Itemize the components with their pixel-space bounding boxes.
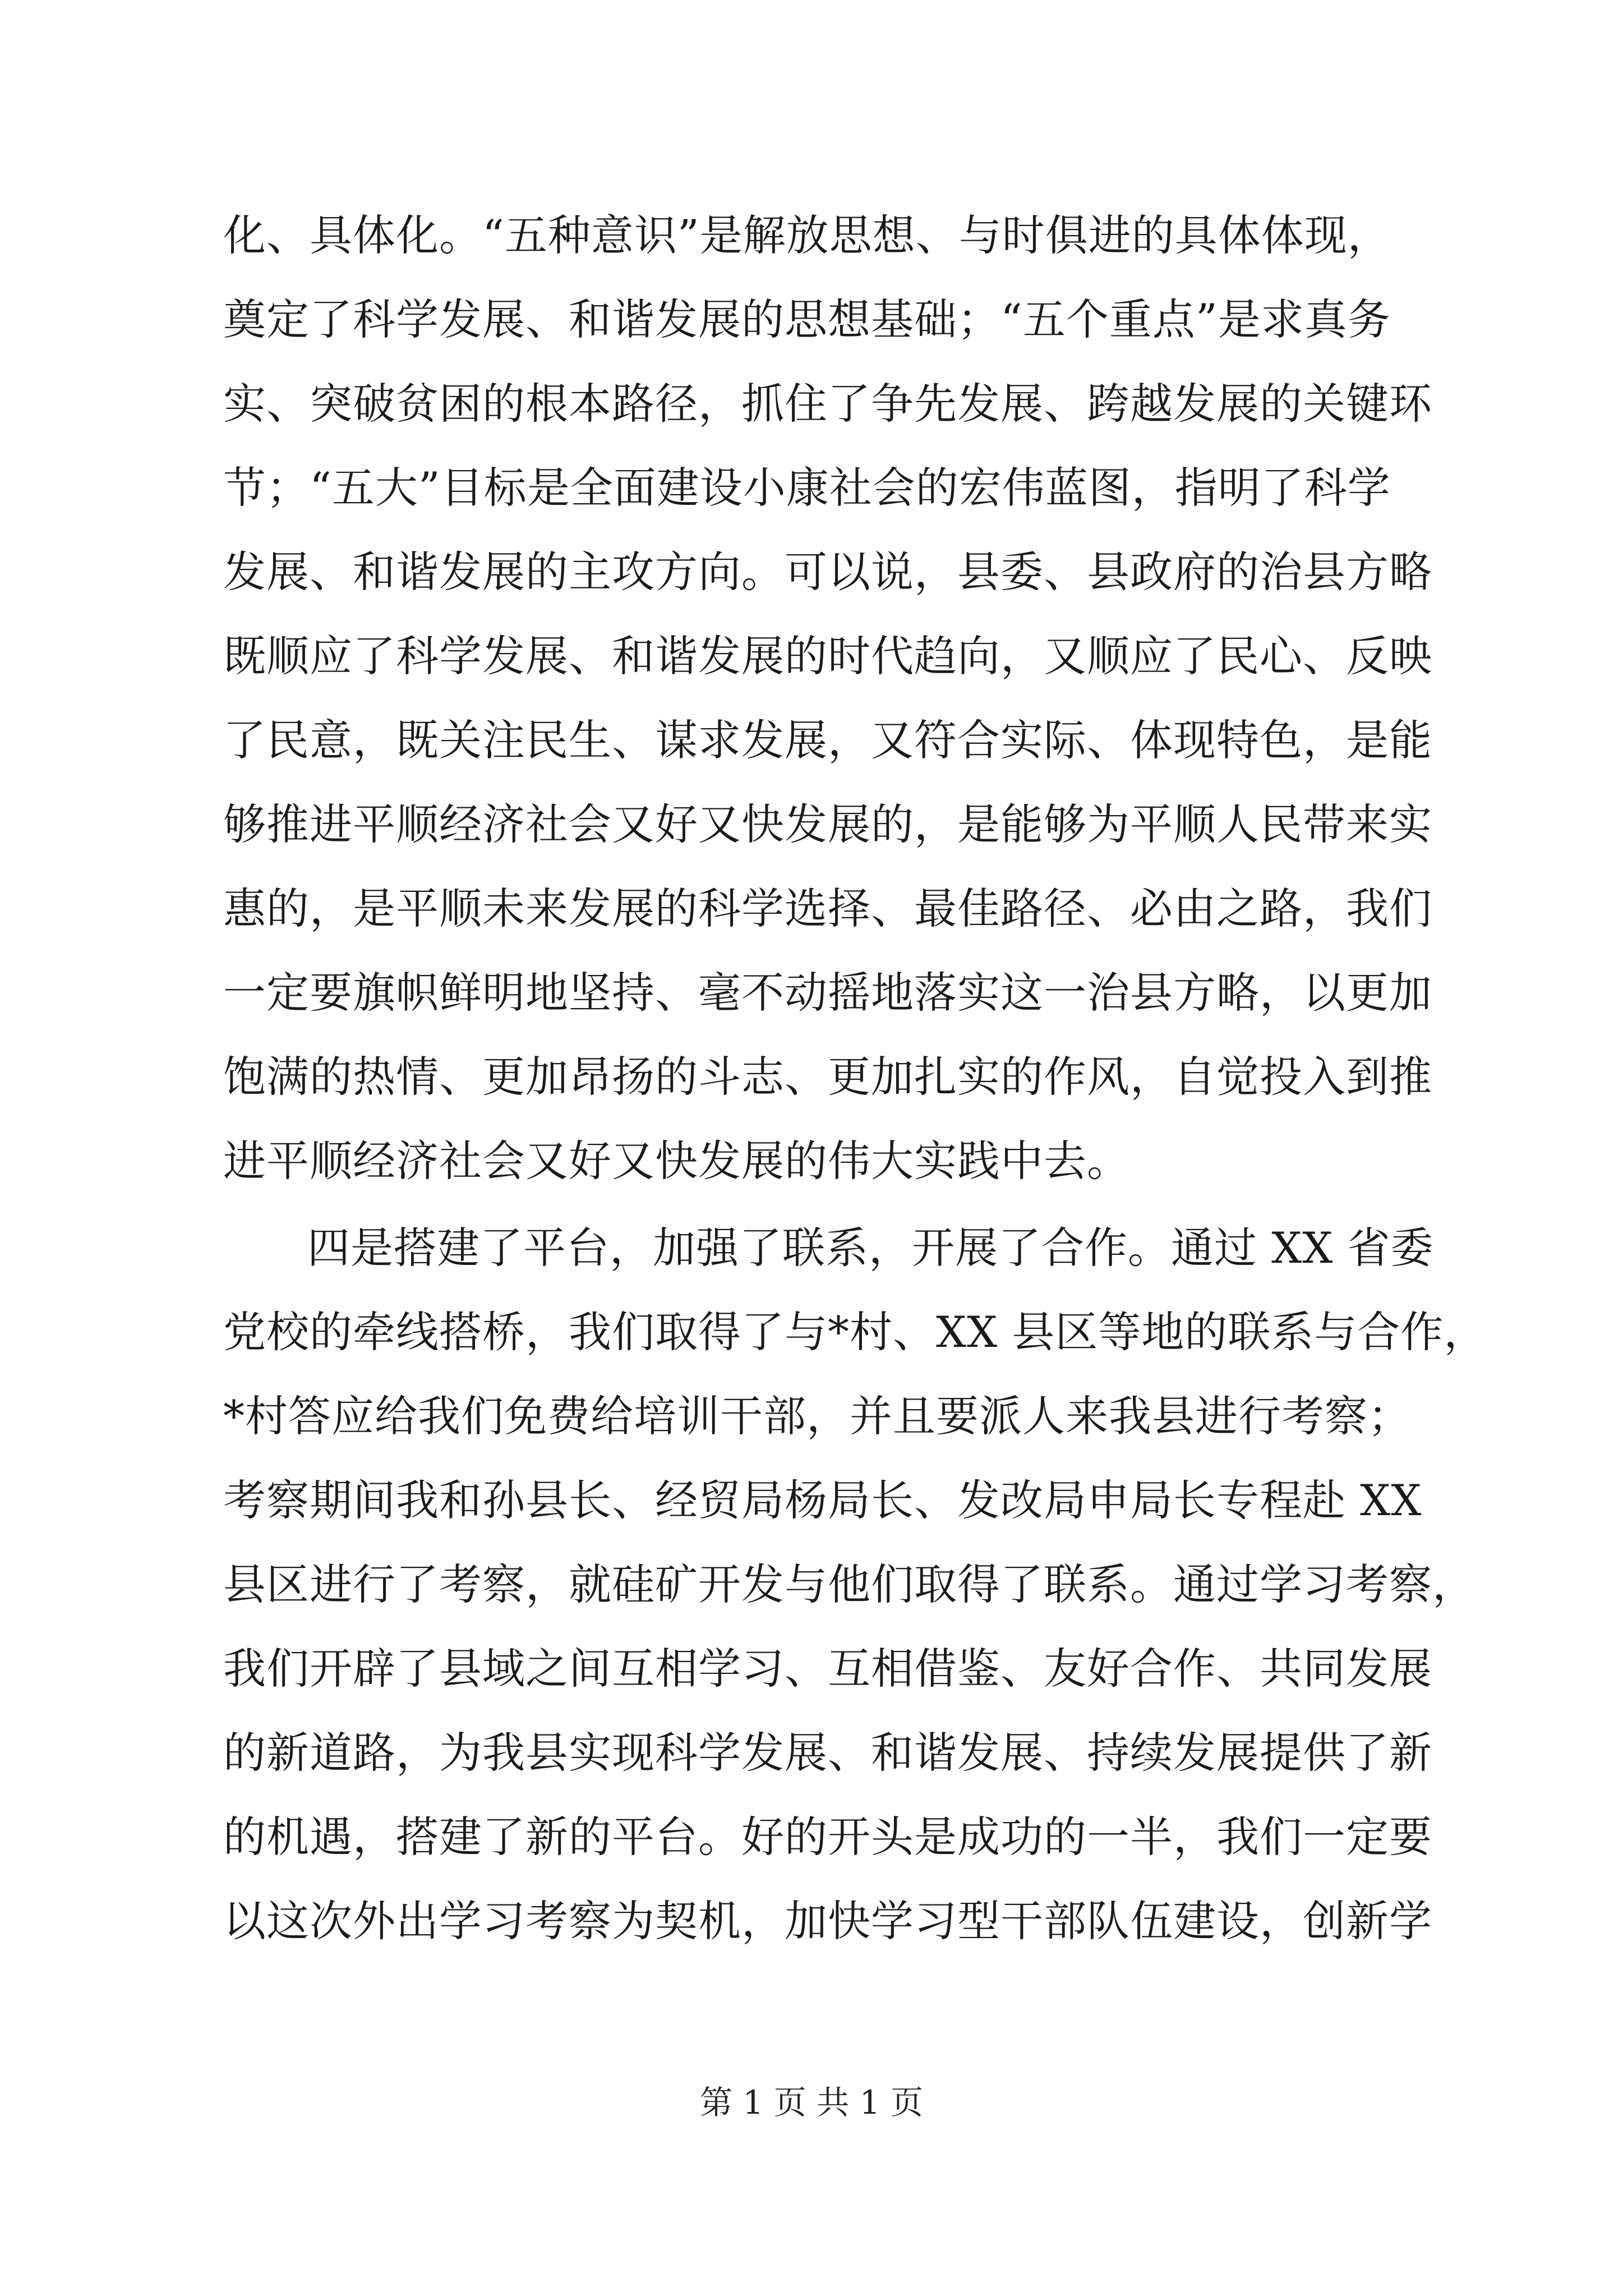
text-line: 发展、和谐发展的主攻方向。可以说，县委、县政府的治县方略 [223,547,1432,597]
text-line: 节；“五大”目标是全面建设小康社会的宏伟蓝图，指明了科学 [223,463,1391,513]
text-line: 化、具体化。“五种意识”是解放思想、与时俱进的具体体现， [223,210,1391,260]
text-line: 了民意，既关注民生、谋求发展，又符合实际、体现特色，是能 [223,715,1432,765]
text-line: 考察期间我和孙县长、经贸局杨局长、发改局申局长专程赴 XX [223,1475,1422,1525]
text-line: 党校的牵线搭桥，我们取得了与*村、XX 县区等地的联系与合作， [223,1307,1487,1357]
text-line: 饱满的热情、更加昂扬的斗志、更加扎实的作风，自觉投入到推 [223,1052,1432,1102]
text-line: *村答应给我们免费给培训干部，并且要派人来我县进行考察； [223,1391,1411,1441]
text-line: 奠定了科学发展、和谐发展的思想基础；“五个重点”是求真务 [223,295,1391,344]
text-line: 惠的，是平顺未来发展的科学选择、最佳路径、必由之路，我们 [223,884,1432,933]
text-line: 既顺应了科学发展、和谐发展的时代趋向，又顺应了民心、反映 [223,631,1432,681]
text-line: 的机遇，搭建了新的平台。好的开头是成功的一半，我们一定要 [223,1812,1432,1862]
text-line: 的新道路，为我县实现科学发展、和谐发展、持续发展提供了新 [223,1728,1432,1778]
text-line: 实、突破贫困的根本路径，抓住了争先发展、跨越发展的关键环 [223,379,1432,429]
text-line: 以这次外出学习考察为契机，加快学习型干部队伍建设，创新学 [223,1896,1432,1946]
page-number-footer: 第 1 页 共 1 页 [700,2083,923,2122]
text-line: 我们开辟了县域之间互相学习、互相借鉴、友好合作、共同发展 [223,1644,1432,1694]
text-line: 够推进平顺经济社会又好又快发展的，是能够为平顺人民带来实 [223,799,1432,849]
text-line: 县区进行了考察，就硅矿开发与他们取得了联系。通过学习考察， [223,1559,1476,1609]
text-line: 一定要旗帜鲜明地坚持、毫不动摇地落实这一治县方略，以更加 [223,968,1432,1018]
paragraph-first-line: 四是搭建了平台，加强了联系，开展了合作。通过 XX 省委 [307,1223,1434,1273]
text-line: 进平顺经济社会又好又快发展的伟大实践中去。 [223,1136,1130,1186]
